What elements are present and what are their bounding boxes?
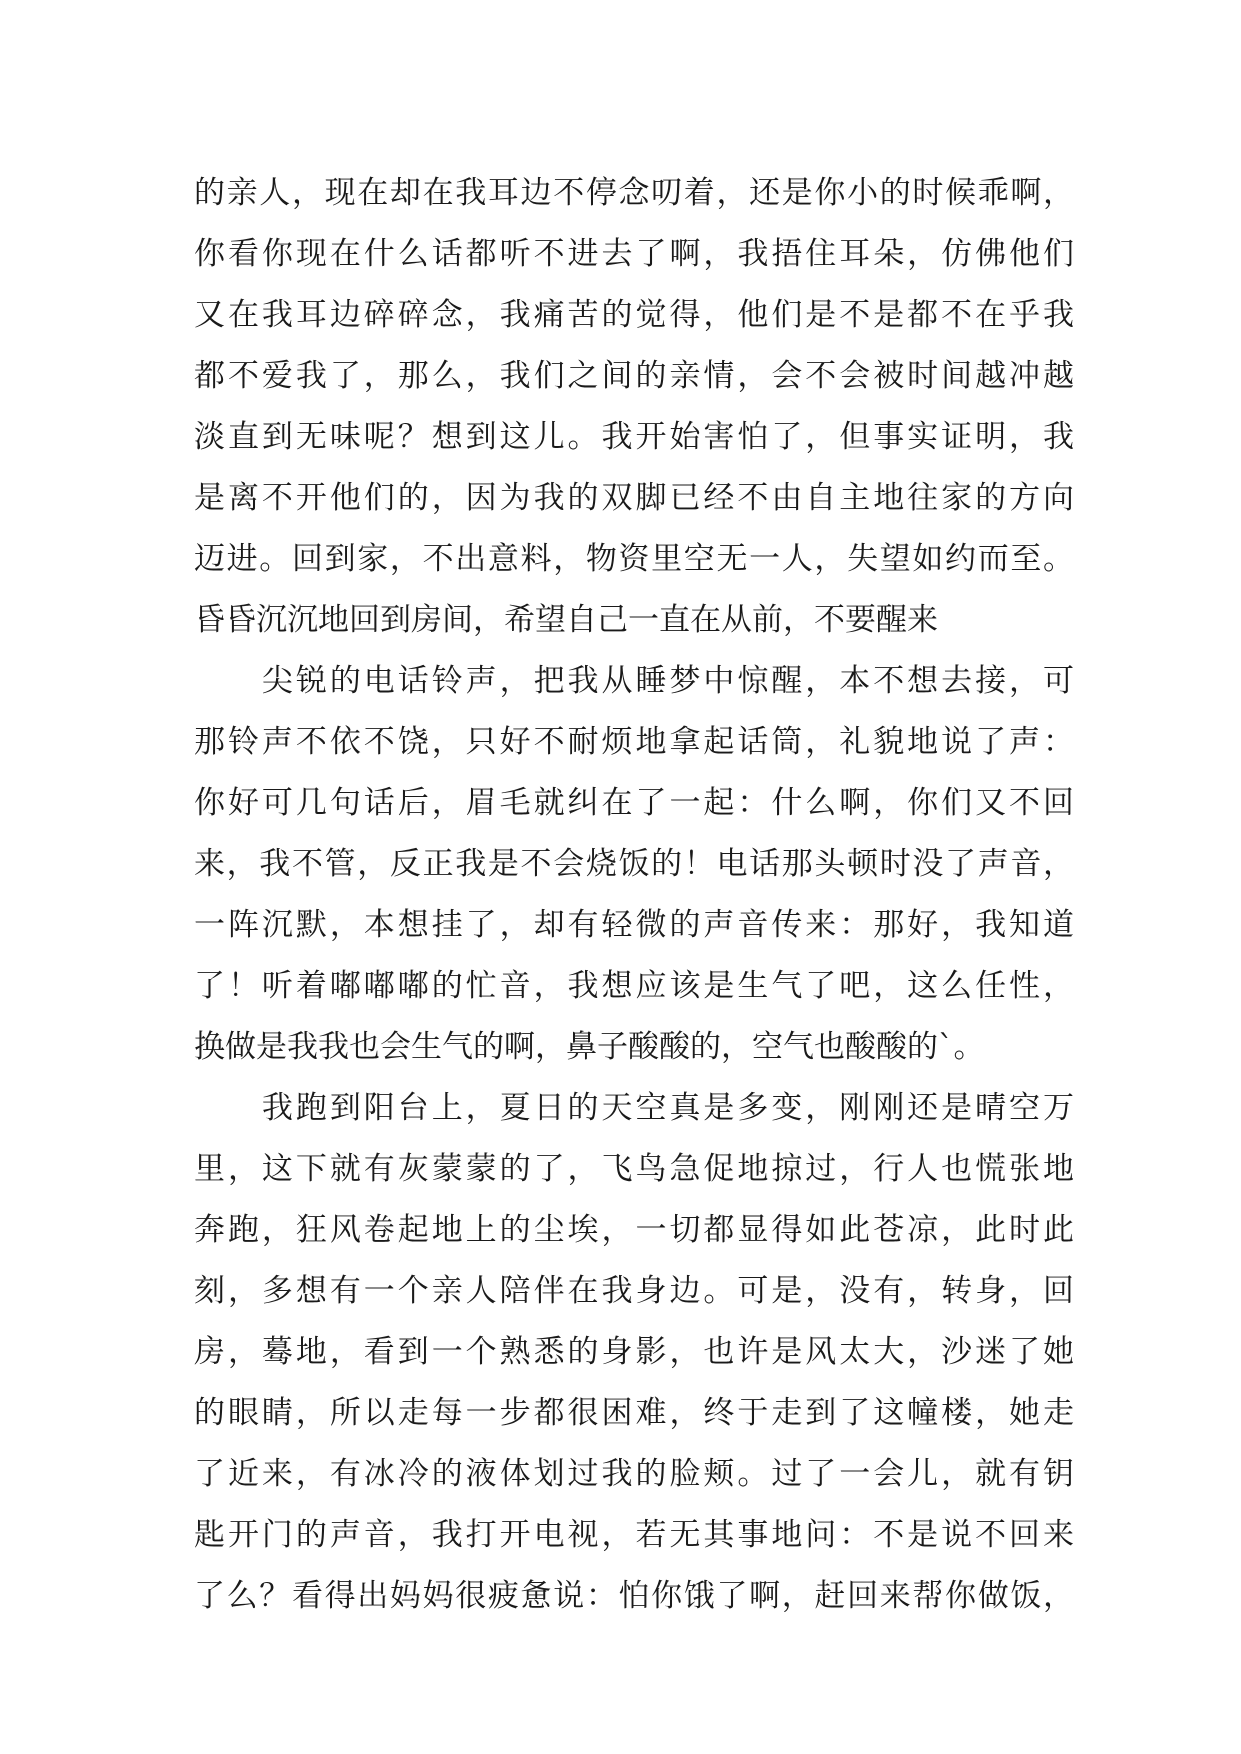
text-line-4: 都不爱我了，那么，我们之间的亲情，会不会被时间越冲越 [194, 358, 1074, 394]
text-line-13: 一阵沉默，本想挂了，却有轻微的声音传来：那好，我知道 [194, 907, 1074, 943]
text-line-9: 尖锐的电话铃声，把我从睡梦中惊醒，本不想去接，可 [194, 663, 1074, 699]
text-line-16: 我跑到阳台上，夏日的天空真是多变，刚刚还是晴空万 [194, 1090, 1074, 1126]
text-line-1: 的亲人，现在却在我耳边不停念叨着，还是你小的时候乖啊， [194, 175, 1074, 211]
text-line-24: 了么？看得出妈妈很疲惫说：怕你饿了啊，赶回来帮你做饭， [194, 1578, 1074, 1614]
text-line-7: 迈进。回到家，不出意料，物资里空无一人，失望如约而至。 [194, 541, 1074, 577]
text-line-22: 了近来，有冰冷的液体划过我的脸颊。过了一会儿，就有钥 [194, 1456, 1074, 1492]
text-line-17: 里，这下就有灰蒙蒙的了，飞鸟急促地掠过，行人也慌张地 [194, 1151, 1074, 1187]
body-text [194, 163, 1074, 1627]
text-line-10: 那铃声不依不饶，只好不耐烦地拿起话筒，礼貌地说了声： [194, 724, 1074, 760]
text-line-14: 了！听着嘟嘟嘟的忙音，我想应该是生气了吧，这么任性， [194, 968, 1074, 1004]
text-line-20: 房，蓦地，看到一个熟悉的身影，也许是风太大，沙迷了她 [194, 1334, 1074, 1370]
text-line-19: 刻，多想有一个亲人陪伴在我身边。可是，没有，转身，回 [194, 1273, 1074, 1309]
text-line-3: 又在我耳边碎碎念，我痛苦的觉得，他们是不是都不在乎我 [194, 297, 1074, 333]
text-line-15: 换做是我我也会生气的啊，鼻子酸酸的，空气也酸酸的`。 [194, 1029, 985, 1065]
text-line-11: 你好可几句话后，眉毛就纠在了一起：什么啊，你们又不回 [194, 785, 1074, 821]
text-line-2: 你看你现在什么话都听不进去了啊，我捂住耳朵，仿佛他们 [194, 236, 1074, 272]
text-line-23: 匙开门的声音，我打开电视，若无其事地问：不是说不回来 [194, 1517, 1074, 1553]
text-line-6: 是离不开他们的，因为我的双脚已经不由自主地往家的方向 [194, 480, 1074, 516]
text-line-18: 奔跑，狂风卷起地上的尘埃，一切都显得如此苍凉，此时此 [194, 1212, 1074, 1248]
text-line-12: 来，我不管，反正我是不会烧饭的！电话那头顿时没了声音， [194, 846, 1074, 882]
text-line-21: 的眼睛，所以走每一步都很困难，终于走到了这幢楼，她走 [194, 1395, 1074, 1431]
text-line-8: 昏昏沉沉地回到房间，希望自己一直在从前，不要醒来 [194, 602, 938, 638]
text-line-5: 淡直到无味呢？想到这儿。我开始害怕了，但事实证明，我 [194, 419, 1074, 455]
